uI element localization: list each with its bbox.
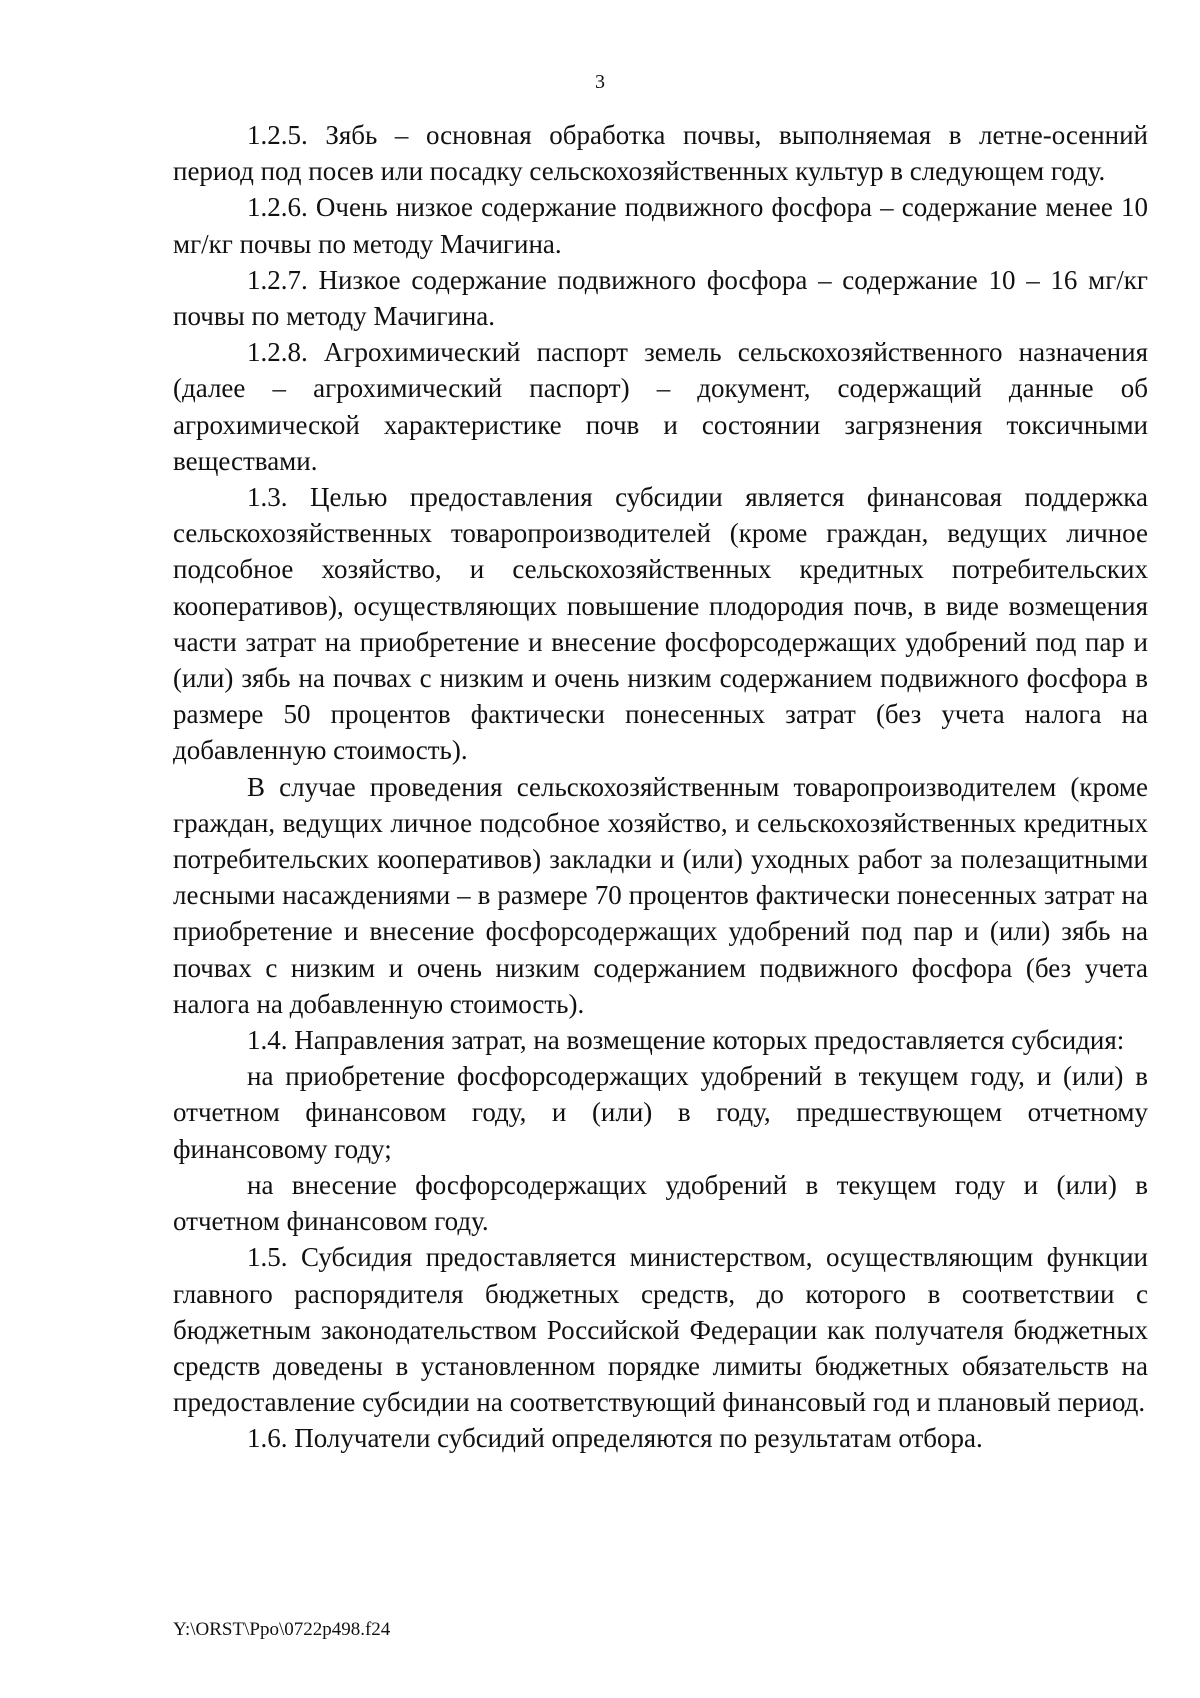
paragraph-1-4-item-purchase: на приобретение фосфорсодержащих удобрений в текущем году, и (или) в отчетном финансовом году, и (или) в году, предшествующем отчетному финансовому году; [173, 1061, 1148, 1164]
paragraph-1-2-8: 1.2.8. Агрохимический паспорт земель сельскохозяйственного назначения (далее – агрохимический паспорт) – документ, содержащий данные об агрохимической характеристике почв и состоянии загрязнения токсичными веществами. [173, 337, 1148, 476]
paragraph-1-4-item-application: на внесение фосфорсодержащих удобрений в текущем году и (или) в отчетном финансовом году. [173, 1169, 1148, 1237]
paragraph-1-3-continued: В случае проведения сельскохозяйственным товаропроизводителем (кроме граждан, ведущих личное подсобное хозяйство, и сельскохозяйственных кредитных потребительских кооперативов) закладки и (или) уходных работ за полезащитными лесными насаждениями – в размере 70 процентов фактически понесенных затрат на приобретение и внесение фосфорсодержащих удобрений под пар и (или) зябь на почвах с низким и очень низким содержанием подвижного фосфора (без учета налога на добавленную стоимость). [173, 771, 1148, 1019]
paragraph-1-2-5: 1.2.5. Зябь – основная обработка почвы, выполняемая в летне-осенний период под посев или посадку сельскохозяйственных культур в следующем году. [173, 120, 1148, 187]
paragraph-1-4: 1.4. Направления затрат, на возмещение которых предоставляется субсидия: [247, 1025, 1125, 1056]
paragraph-1-6: 1.6. Получатели субсидий определяются по результатам отбора. [247, 1423, 983, 1454]
document-body [173, 117, 1148, 1457]
page-number: 3 [595, 71, 605, 93]
paragraph-1-3: 1.3. Целью предоставления субсидии является финансовая поддержка сельскохозяйственных товаропроизводителей (кроме граждан, ведущих личное подсобное хозяйство, и сельскохозяйственных кредитных потребительских кооперативов), осуществляющих повышение плодородия почв, в виде возмещения части затрат на приобретение и внесение фосфорсодержащих удобрений под пар и (или) зябь на почвах с низким и очень низким содержанием подвижного фосфора в размере 50 процентов фактически понесенных затрат (без учета налога на добавленную стоимость). [173, 482, 1148, 766]
footer-file-path: Y:\ORST\Ppo\0722p498.f24 [173, 1619, 391, 1640]
paragraph-1-5: 1.5. Субсидия предоставляется министерством, осуществляющим функции главного распорядителя бюджетных средств, до которого в соответствии с бюджетным законодательством Российской Федерации как получателя бюджетных средств доведены в установленном порядке лимиты бюджетных обязательств на предоставление субсидии на соответствующий финансовый год и плановый период. [173, 1242, 1148, 1418]
paragraph-1-2-7: 1.2.7. Низкое содержание подвижного фосфора – содержание 10 – 16 мг/кг почвы по методу Мачигина. [173, 264, 1148, 332]
paragraph-1-2-6: 1.2.6. Очень низкое содержание подвижного фосфора – содержание менее 10 мг/кг почвы по методу Мачигина. [173, 192, 1148, 259]
